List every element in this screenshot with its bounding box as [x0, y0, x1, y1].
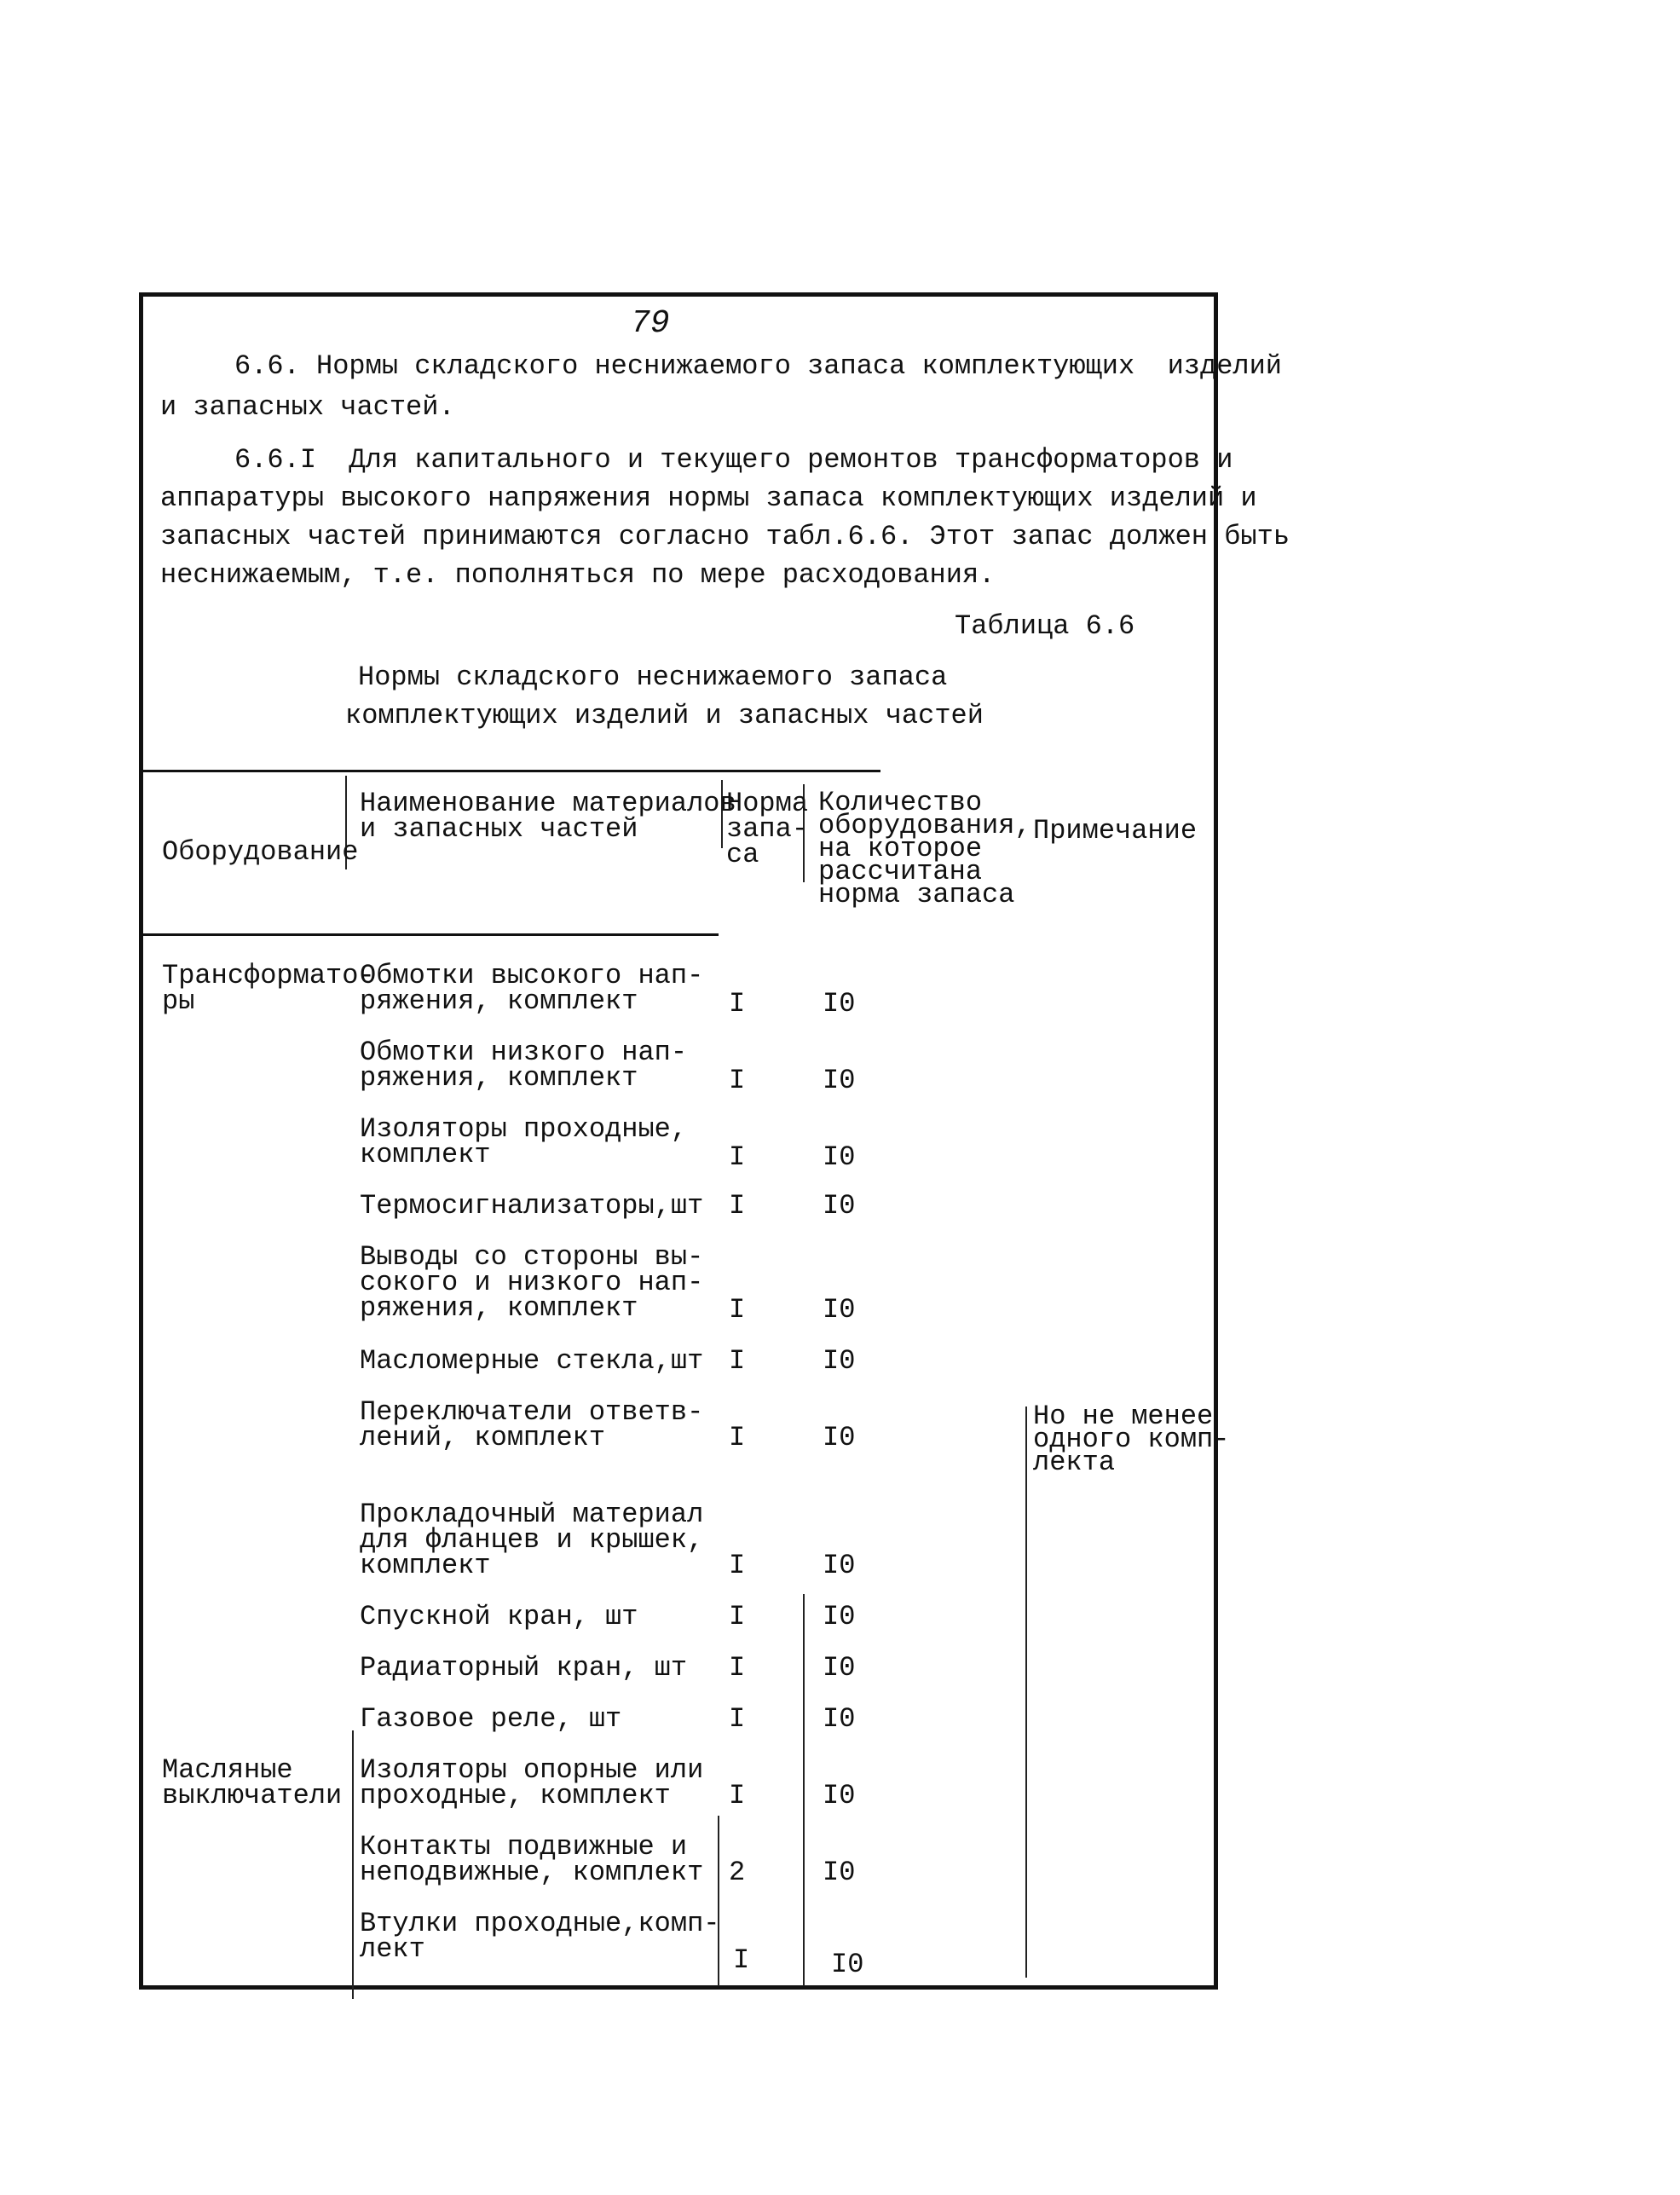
row-13-norm: 2 [729, 1857, 746, 1888]
row-10-name: Радиаторный кран, шт [360, 1652, 688, 1684]
header-quantity: Количество оборудования, на которое рассчитана норма запаса [818, 787, 1031, 910]
header-equipment: Оборудование [162, 836, 359, 868]
column-divider-3-lower [803, 1594, 805, 1986]
row-7-name: Переключатели ответв- лений, комплект [360, 1396, 704, 1453]
row-3-qty: I0 [823, 1141, 856, 1173]
table-title-line-2: комплектующих изделий и запасных частей [345, 700, 984, 731]
row-2-qty: I0 [823, 1065, 856, 1096]
column-divider-1-lower [352, 1730, 354, 1999]
row-5-name: Выводы со стороны вы- сокого и низкого нап- ряжения, комплект [360, 1241, 704, 1324]
table-title-line-1: Нормы складского неснижаемого запаса [358, 661, 948, 693]
row-8-qty: I0 [823, 1550, 856, 1581]
column-divider-4 [1025, 1407, 1027, 1978]
row-7-qty: I0 [823, 1422, 856, 1453]
row-3-norm: I [729, 1141, 746, 1173]
page-number: 79 [631, 305, 670, 342]
row-6-name: Масломерные стекла,шт [360, 1345, 704, 1377]
row-12-name: Изоляторы опорные или проходные, комплект [360, 1754, 704, 1811]
row-4-name: Термосигнализаторы,шт [360, 1190, 704, 1222]
row-14-qty: I0 [831, 1949, 864, 1980]
header-note: Примечание [1033, 815, 1198, 846]
row-1-name: Обмотки высокого нап- ряжения, комплект [360, 960, 704, 1017]
table-header-rule [139, 933, 719, 936]
row-14-name: Втулки проходные,комп- лект [360, 1908, 720, 1965]
row-7-norm: I [729, 1422, 746, 1453]
section-title-line-2: и запасных частей. [160, 391, 455, 423]
row-14-norm: I [733, 1944, 750, 1976]
row-12-qty: I0 [823, 1780, 856, 1811]
row-10-norm: I [729, 1652, 746, 1684]
header-name: Наименование материалов и запасных частей [360, 788, 736, 845]
paragraph-line-3: запасных частей принимаются согласно табл.6.6. Этот запас должен быть [160, 521, 1290, 552]
row-10-qty: I0 [823, 1652, 856, 1684]
paragraph-line-1: 6.6.I Для капитального и текущего ремонтов трансформаторов и [234, 444, 1233, 476]
section-title-line-1: 6.6. Нормы складского неснижаемого запаса комплектующих изделий [234, 350, 1282, 382]
row-9-name: Спускной кран, шт [360, 1601, 638, 1632]
row-11-name: Газовое реле, шт [360, 1703, 622, 1735]
row-5-qty: I0 [823, 1294, 856, 1326]
row-12-equipment: Масляные выключатели [162, 1754, 343, 1811]
row-9-norm: I [729, 1601, 746, 1632]
row-6-norm: I [729, 1345, 746, 1377]
row-4-norm: I [729, 1190, 746, 1222]
paragraph-line-4: неснижаемым, т.е. пополняться по мере расходования. [160, 559, 996, 591]
table-top-rule [139, 770, 880, 772]
row-2-norm: I [729, 1065, 746, 1096]
row-4-qty: I0 [823, 1190, 856, 1222]
row-11-qty: I0 [823, 1703, 856, 1735]
row-1-norm: I [729, 988, 746, 1020]
row-7-note: Но не менее одного комп- лекта [1033, 1401, 1230, 1478]
row-12-norm: I [729, 1780, 746, 1811]
paragraph-line-2: аппаратуры высокого напряжения нормы запаса комплектующих изделий и [160, 482, 1257, 514]
row-1-qty: I0 [823, 988, 856, 1020]
row-8-name: Прокладочный материал для фланцев и крышек, комплект [360, 1499, 704, 1581]
row-2-name: Обмотки низкого нап- ряжения, комплект [360, 1037, 688, 1094]
row-13-qty: I0 [823, 1857, 856, 1888]
row-9-qty: I0 [823, 1601, 856, 1632]
row-5-norm: I [729, 1294, 746, 1326]
row-11-norm: I [729, 1703, 746, 1735]
row-6-qty: I0 [823, 1345, 856, 1377]
row-1-equipment: Трансформато- ры [162, 960, 375, 1017]
table-label: Таблица 6.6 [955, 610, 1135, 642]
row-13-name: Контакты подвижные и неподвижные, комплект [360, 1831, 704, 1888]
row-3-name: Изоляторы проходные, комплект [360, 1113, 688, 1170]
header-norm: Норма запа- са [726, 788, 809, 870]
row-8-norm: I [729, 1550, 746, 1581]
